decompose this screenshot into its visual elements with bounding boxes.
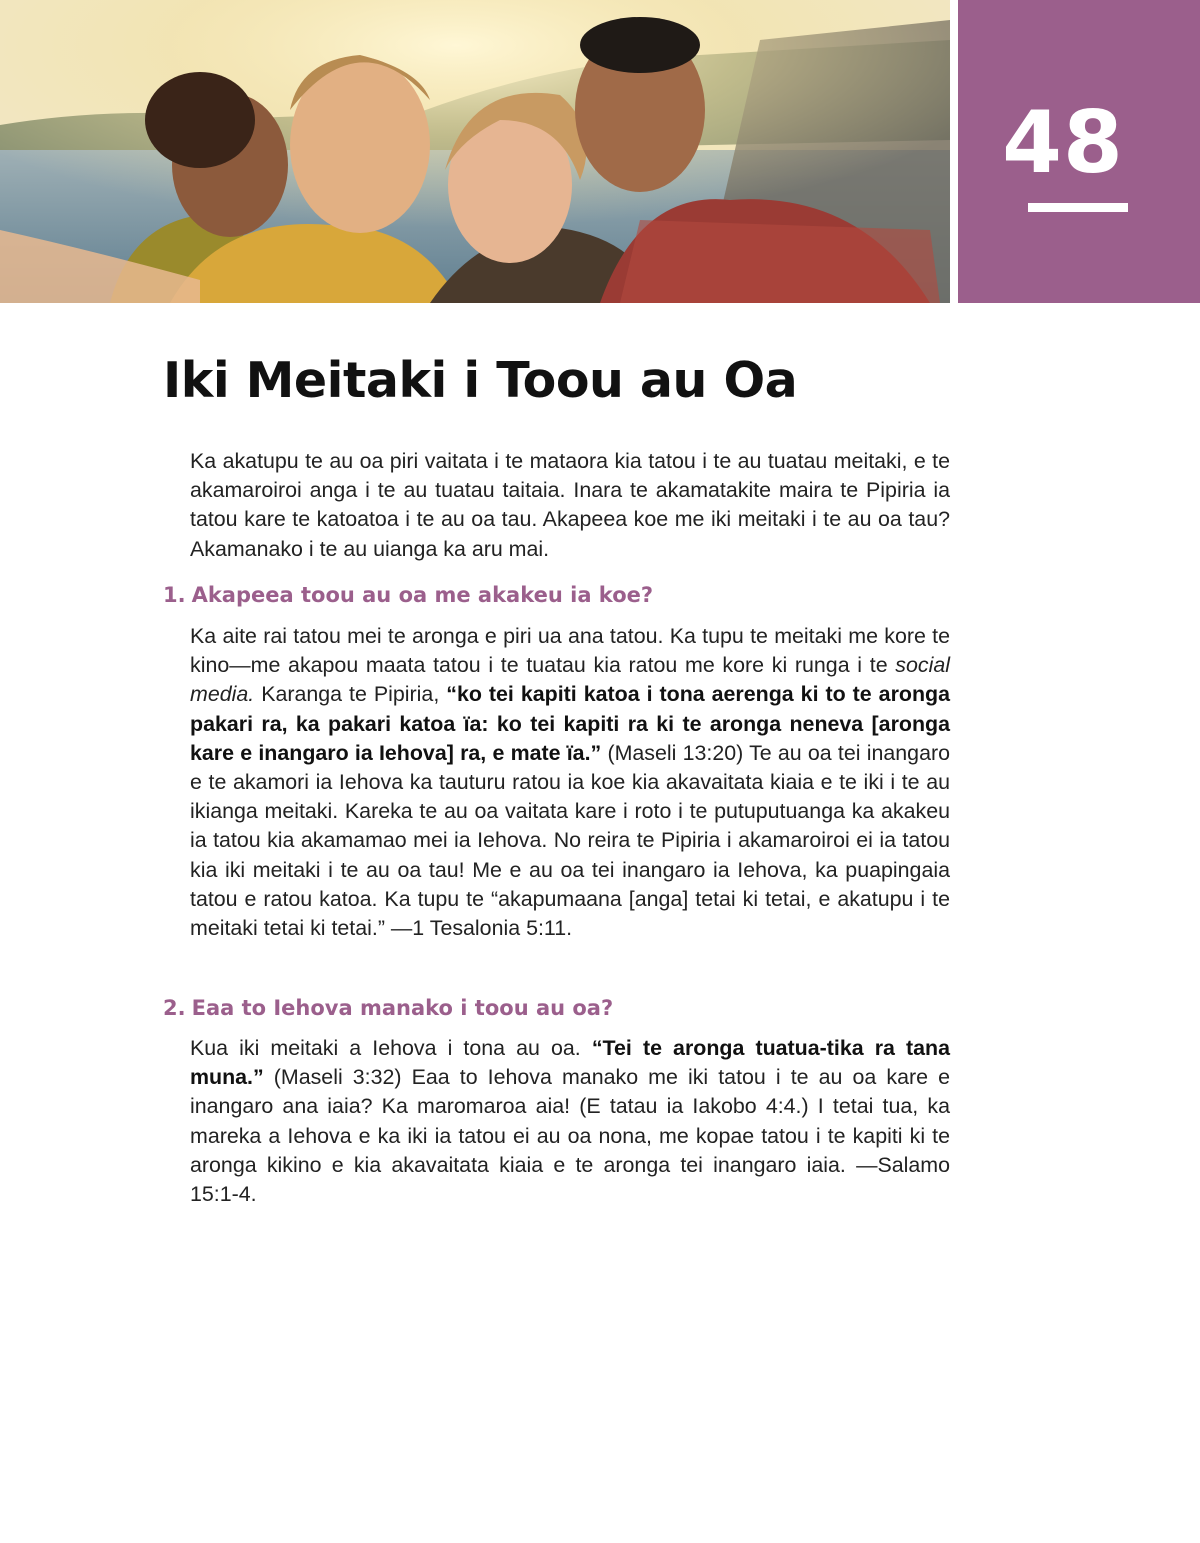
question-1-number: 1. [163,583,186,607]
photo-illustration [0,0,950,303]
question-2-paragraph [190,1034,950,1209]
q2-scripture-quote: “Tei te aronga tuatua-tika ra tana muna.” [190,1036,950,1090]
question-1-text: Akapeea toou au oa me akakeu ia koe? [191,583,654,607]
chapter-number-box [958,0,1200,303]
q1-italic-term: social media. [190,653,950,707]
q1-text-c: (Maseli 13:20) Te au oa tei inangaro e te akamori ia Iehova ka tauturu ratou ia koe kia akavaitata kiaia e te iki i te au ikianga meitaki. Kareka te au oa vaitata kare i roto i te putuputuanga ka akakeu ia tatou kia akamamao mei ia Iehova. No reira te Pipiria i akamaroiroi ei ia tatou kia iki meitaki i te au oa tau! Me e au oa tei inangaro ia Iehova, ka puapingaia tatou e ratou katoa. Ka tupu te “akapumaana [anga] tetai ki tetai, e akatupu i te meitaki tetai ki tetai.” —1 Tesalonia 5:11. [190,740,950,941]
q2-text-a: Kua iki meitaki a Iehova i tona au oa. [190,1036,592,1060]
intro-paragraph: Ka akatupu te au oa piri vaitata i te mataora kia tatou i te au tuatau meitaki, e te akamaroiroi anga i te au tuatau taitaia. Inara te akamatakite maira te Pipiria ia tatou kare te katoatoa i te au oa tau. Akapeea koe me iki meitaki i te au oa tau? Akamanako i te au uianga ka aru mai. [190,449,950,561]
question-1-paragraph [190,622,950,943]
question-1-heading [163,583,653,607]
chapter-underline [1028,203,1128,212]
q1-text-a: Ka aite rai tatou mei te aronga e piri ua ana tatou. Ka tupu te meitaki me kore te kino—me akapou maata tatou i te tuatau kia ratou me kore ki runga i te [190,624,950,678]
q1-scripture-quote: “ko tei kapiti katoa i tona aerenga ki to te aronga pakari ra, ka pakari katoa ïa: ko tei kapiti ra ki te aronga neneva [aronga kare e inangaro ia Iehova] ra, e mate ïa.” [190,682,950,765]
chapter-number: 48 [1002,93,1124,193]
question-2-heading [163,996,613,1020]
question-2-text: Eaa to Iehova manako i toou au oa? [191,996,614,1020]
q1-text-b: Karanga te Pipiria, [254,682,447,707]
q2-text-c: (Maseli 3:32) Eaa to Iehova manako me iki tatou i te au oa kare e inangaro ana iaia? Ka maromaroa aia! (E tatau ia Iakobo 4:4.) I tetai tua, ka mareka a Iehova e ka iki ia tatou ei au oa nona, me kopae tatou i te kapiti ki te aronga kikino e kia akavaitata kiaia e te aronga tei inangaro iaia. —Salamo 15:1-4. [190,1065,950,1207]
group-selfie-photo [0,0,950,303]
header-banner [0,0,1200,303]
question-2-number: 2. [163,996,186,1020]
lesson-title: Iki Meitaki i Toou au Oa [163,352,798,409]
